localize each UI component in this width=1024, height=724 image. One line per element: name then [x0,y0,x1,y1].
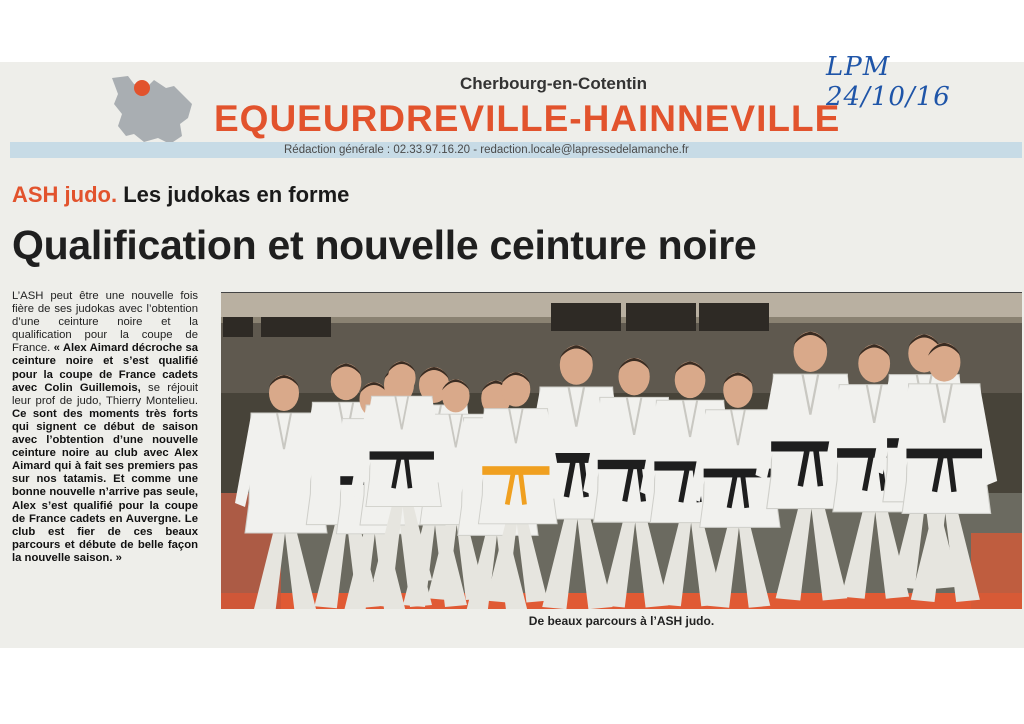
team-photo-illustration [221,293,1022,609]
region-map-icon [104,74,196,146]
body-quote-1: « Alex Aimard décroche sa ceinture noire et s’est qualifié pour la coupe de France cadets avec Colin Guillemois, [12,342,199,394]
header-city: Cherbourg-en-Cotentin [460,74,647,93]
body-attribution: se réjouit leur prof de judo, Thierry Montelieu. [12,381,199,407]
body-quote-2: Ce sont des moments très forts qui signent ce début de saison avec l’obtention d’une nouvelle ceinture noire au club avec Alex Aimard qui à fait ses premiers pas sur nos tatamis. Et comme une bonne nouvelle n’arrive pas seule, Alex s’est qualifié pour la coupe de France cadets en Auvergne. Le club est fier de ces beaux parcours et débute de belle façon la nouvelle saison. » [12,407,198,564]
body-intro: L’ASH peut être une nouvelle fois fière de ses judokas avec l’obtention d’une ceinture noire et la qualification pour la coupe de France. [12,290,198,355]
kicker-org: ASH judo. [12,182,118,207]
article-body [12,290,198,565]
kicker-subtitle: Les judokas en forme [123,182,350,207]
team-photo [221,292,1022,609]
article-kicker [12,182,349,208]
photo-caption: De beaux parcours à l’ASH judo. [528,614,715,628]
article-headline: Qualification et nouvelle ceinture noire [12,222,757,268]
header-commune: EQUEURDREVILLE-HAINNEVILLE [214,98,841,139]
header-contact: Rédaction générale : 02.33.97.16.20 - redaction.locale@lapressedelamanche.fr [284,144,689,156]
handwritten-date-note: LPM 24/10/16 [826,52,951,112]
